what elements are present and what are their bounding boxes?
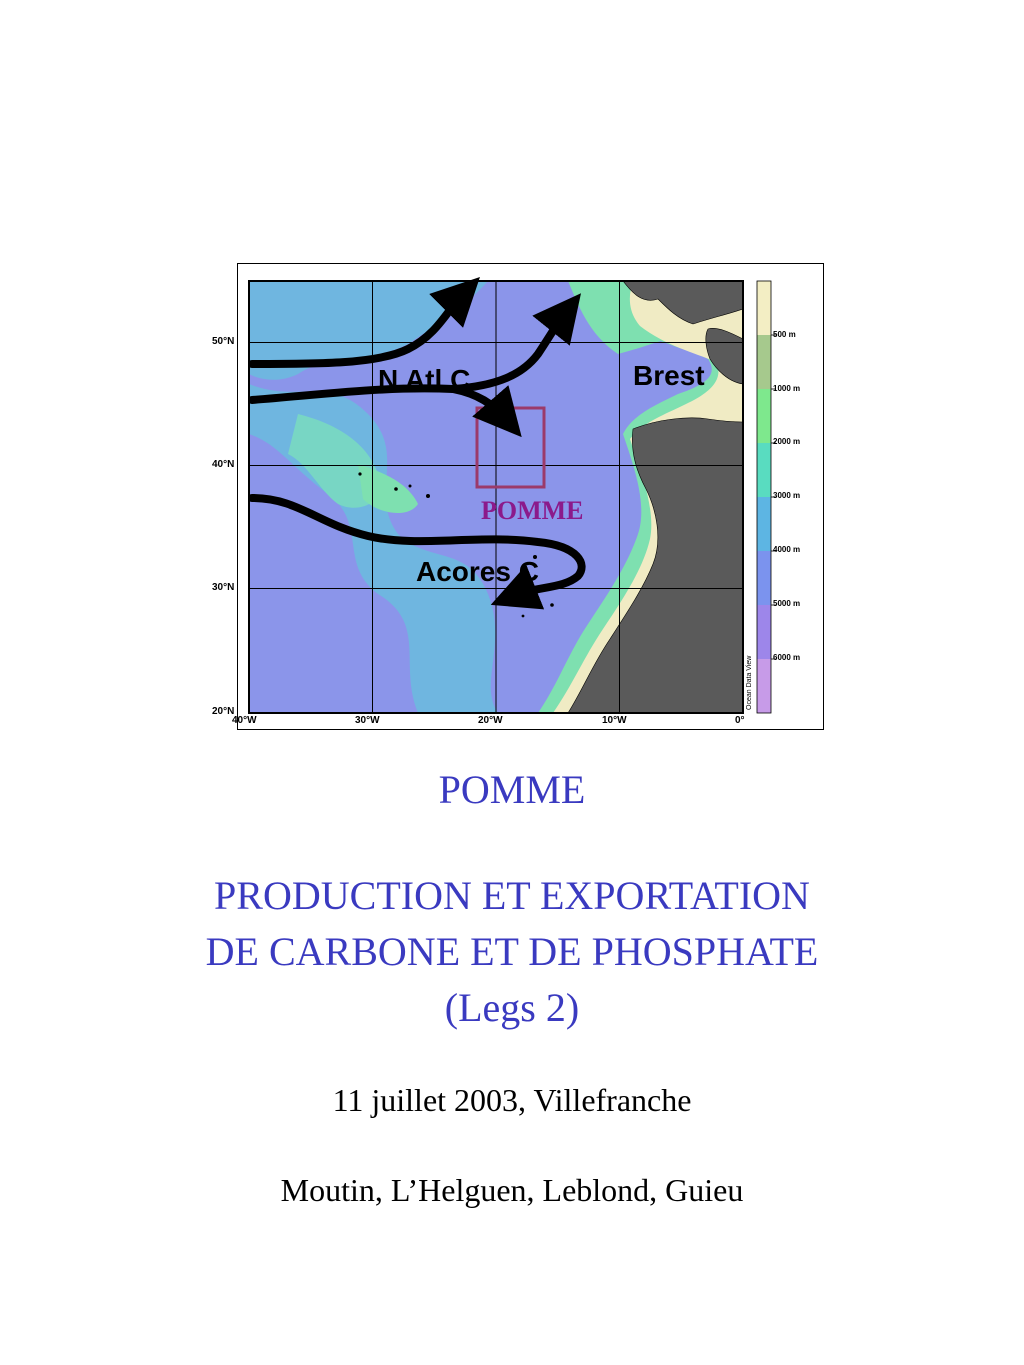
lat-label-50n: 50°N [212, 336, 235, 347]
island [528, 600, 532, 604]
island [409, 485, 412, 488]
legend-label-6000m: 6000 m [773, 653, 801, 662]
legend-label-5000m: 5000 m [773, 599, 801, 608]
legend-swatch [757, 443, 771, 497]
legend-label-1000m: 1000 m [773, 384, 801, 393]
azores-current-label: Acores C [416, 556, 539, 587]
lon-label-0: 0° [735, 715, 745, 726]
pomme-map-label: POMME [481, 496, 584, 525]
legend-swatch [757, 605, 771, 659]
legend-label-2000m: 2000 m [773, 437, 801, 446]
legend-swatch [757, 389, 771, 443]
legend-label-4000m: 4000 m [773, 545, 801, 554]
legend-label-500m: 500 m [773, 330, 796, 339]
island [358, 472, 361, 475]
island [426, 494, 430, 498]
island [394, 487, 398, 491]
lon-label-40w: 40°W [232, 715, 257, 726]
north-atlantic-current-label: N Atl C [378, 364, 471, 395]
legend-swatch [757, 497, 771, 551]
subtitle-section [0, 868, 1024, 1036]
lon-label-20w: 20°W [478, 715, 503, 726]
date-place: 11 juillet 2003, Villefranche [332, 1082, 692, 1118]
island [522, 615, 525, 618]
legend-swatch [757, 281, 771, 335]
lat-label-20n: 20°N [212, 706, 235, 717]
lat-label-30n: 30°N [212, 582, 235, 593]
presentation-heading: POMME [438, 767, 586, 812]
map-figure [212, 263, 824, 730]
authors: Moutin, L’Helguen, Leblond, Guieu [280, 1172, 744, 1208]
ocean-data-view-credit: Ocean Data View [746, 655, 753, 710]
island [539, 604, 542, 607]
lon-label-10w: 10°W [602, 715, 627, 726]
legend-swatch [757, 335, 771, 389]
legend-swatch [757, 659, 771, 713]
title-section [0, 762, 1024, 818]
subtitle-line-2: DE CARBONE ET DE PHOSPHATE [205, 929, 819, 974]
lat-label-40n: 40°N [212, 459, 235, 470]
legend-label-3000m: 3000 m [773, 491, 801, 500]
brest-label: Brest [633, 360, 705, 391]
subtitle-line-1: PRODUCTION ET EXPORTATION [214, 873, 810, 918]
lon-label-30w: 30°W [355, 715, 380, 726]
subtitle-line-3: (Legs 2) [444, 985, 580, 1030]
island [550, 603, 554, 607]
legend-swatch [757, 551, 771, 605]
